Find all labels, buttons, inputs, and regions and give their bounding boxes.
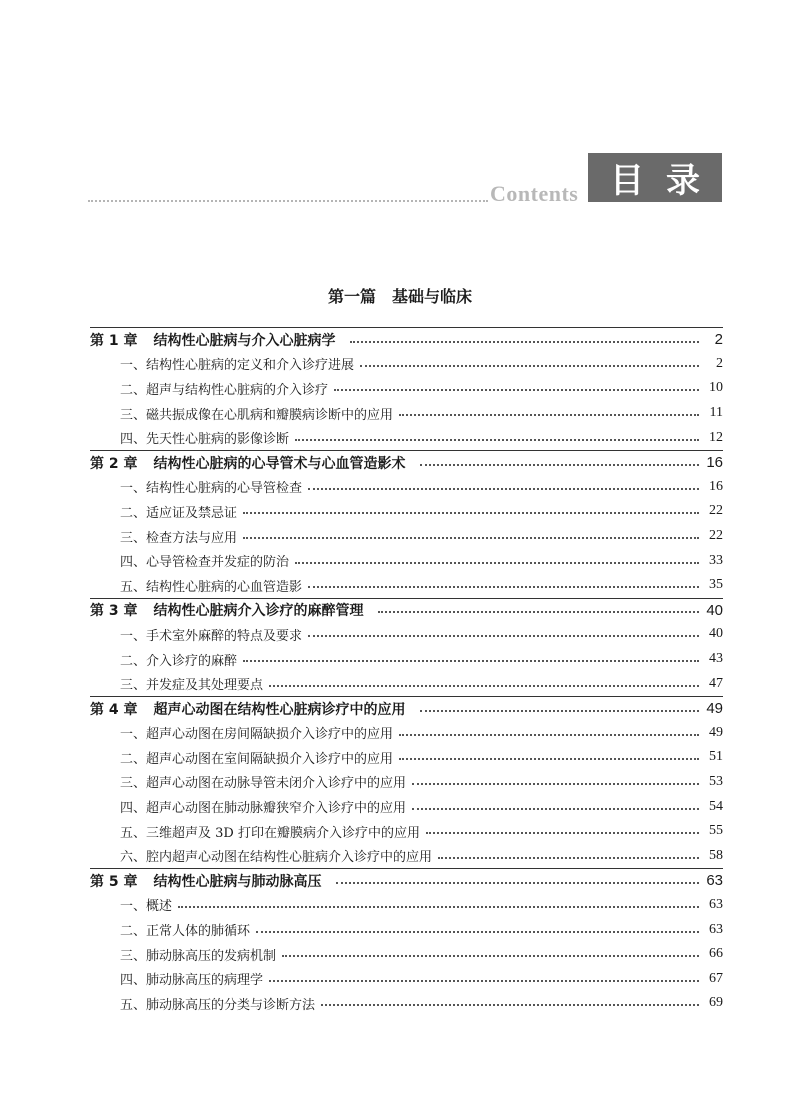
toc-section-entry[interactable] bbox=[90, 917, 723, 942]
toc-section-entry[interactable] bbox=[90, 819, 723, 844]
page-number: 49 bbox=[706, 700, 723, 718]
section-title: 三、肺动脉高压的发病机制 bbox=[120, 948, 277, 964]
page-number: 10 bbox=[709, 380, 723, 396]
page-number: 22 bbox=[709, 503, 723, 519]
dot-leader bbox=[334, 389, 699, 391]
contents-label: Contents bbox=[490, 181, 579, 206]
toc-section-entry[interactable] bbox=[90, 401, 723, 426]
section-title: 二、超声与结构性心脏病的介入诊疗 bbox=[120, 382, 329, 398]
page-number: 69 bbox=[709, 995, 723, 1011]
toc-chapter-entry[interactable] bbox=[90, 327, 723, 352]
dot-leader bbox=[178, 906, 699, 908]
section-title: 二、正常人体的肺循环 bbox=[120, 924, 251, 940]
chapter-title: 结构性心脏病介入诊疗的麻醉管理 bbox=[153, 603, 364, 620]
section-title: 三、超声心动图在动脉导管未闭介入诊疗中的应用 bbox=[120, 776, 407, 792]
dot-leader bbox=[399, 414, 699, 416]
section-title: 三、并发症及其处理要点 bbox=[120, 678, 264, 694]
dot-leader bbox=[282, 955, 699, 957]
toc-section-entry[interactable] bbox=[90, 843, 723, 868]
section-title: 一、超声心动图在房间隔缺损介入诊疗中的应用 bbox=[120, 727, 394, 743]
page-number: 53 bbox=[709, 773, 723, 789]
page-number: 63 bbox=[706, 872, 723, 890]
section-title: 五、三维超声及 3D 打印在瓣膜病介入诊疗中的应用 bbox=[120, 825, 420, 841]
table-of-contents bbox=[90, 327, 723, 1016]
page-number: 12 bbox=[709, 429, 723, 445]
section-title: 五、结构性心脏病的心血管造影 bbox=[120, 579, 303, 595]
page-number: 47 bbox=[709, 675, 723, 691]
section-title: 二、超声心动图在室间隔缺损介入诊疗中的应用 bbox=[120, 751, 394, 767]
dot-leader bbox=[426, 832, 699, 834]
toc-chapter-entry[interactable] bbox=[90, 868, 723, 893]
dot-leader bbox=[308, 488, 699, 490]
toc-section-entry[interactable] bbox=[90, 475, 723, 500]
page-title: 目录 bbox=[588, 153, 722, 202]
section-title: 四、超声心动图在肺动脉瓣狭窄介入诊疗中的应用 bbox=[120, 801, 407, 817]
part-title: 第一篇 基础与临床 bbox=[327, 287, 472, 306]
toc-section-entry[interactable] bbox=[90, 991, 723, 1016]
dot-leader bbox=[350, 341, 700, 343]
dot-leader bbox=[295, 562, 699, 564]
toc-chapter-entry[interactable] bbox=[90, 696, 723, 721]
toc-section-entry[interactable] bbox=[90, 893, 723, 918]
page-number: 2 bbox=[716, 355, 723, 371]
section-title: 三、检查方法与应用 bbox=[120, 530, 238, 546]
chapter-number: 第 2 章 bbox=[90, 455, 138, 472]
chapter-title: 结构性心脏病的心导管术与心血管造影术 bbox=[153, 455, 406, 472]
dot-leader bbox=[378, 611, 700, 613]
section-title: 三、磁共振成像在心肌病和瓣膜病诊断中的应用 bbox=[120, 407, 394, 423]
section-title: 一、概述 bbox=[120, 899, 173, 915]
chapter-block bbox=[90, 598, 723, 696]
toc-section-entry[interactable] bbox=[90, 721, 723, 746]
chapter-number: 第 3 章 bbox=[90, 603, 138, 620]
page-number: 54 bbox=[709, 798, 723, 814]
dot-leader bbox=[321, 1004, 699, 1006]
section-title: 五、肺动脉高压的分类与诊断方法 bbox=[120, 997, 316, 1013]
chapter-title: 结构性心脏病与肺动脉高压 bbox=[153, 873, 322, 890]
dot-leader bbox=[308, 586, 699, 588]
chapter-block bbox=[90, 696, 723, 868]
dot-leader bbox=[399, 758, 699, 760]
dot-leader bbox=[420, 464, 700, 466]
page-number: 63 bbox=[709, 921, 723, 937]
toc-section-entry[interactable] bbox=[90, 745, 723, 770]
chapter-number: 第 5 章 bbox=[90, 873, 138, 890]
dot-leader bbox=[336, 882, 700, 884]
toc-section-entry[interactable] bbox=[90, 352, 723, 377]
page-number: 40 bbox=[706, 601, 723, 619]
toc-section-entry[interactable] bbox=[90, 671, 723, 696]
dot-leader bbox=[420, 710, 700, 712]
chapter-number: 第 4 章 bbox=[90, 701, 138, 718]
chapter-block bbox=[90, 450, 723, 598]
section-title: 六、腔内超声心动图在结构性心脏病介入诊疗中的应用 bbox=[120, 850, 433, 866]
page-number: 51 bbox=[709, 749, 723, 765]
dot-leader bbox=[243, 537, 699, 539]
dot-leader bbox=[269, 685, 699, 687]
toc-section-entry[interactable] bbox=[90, 622, 723, 647]
dot-leader bbox=[243, 660, 699, 662]
dot-leader bbox=[438, 857, 699, 859]
page-number: 2 bbox=[714, 331, 723, 349]
page-number: 63 bbox=[709, 896, 723, 912]
page-number: 40 bbox=[709, 626, 723, 642]
toc-section-entry[interactable] bbox=[90, 573, 723, 598]
toc-section-entry[interactable] bbox=[90, 794, 723, 819]
chapter-number: 第 1 章 bbox=[90, 332, 138, 349]
page-number: 11 bbox=[709, 405, 723, 421]
section-title: 一、结构性心脏病的定义和介入诊疗进展 bbox=[120, 358, 355, 374]
section-title: 四、先天性心脏病的影像诊断 bbox=[120, 432, 290, 448]
section-title: 一、结构性心脏病的心导管检查 bbox=[120, 481, 303, 497]
chapter-block bbox=[90, 868, 723, 1016]
page-number: 35 bbox=[709, 577, 723, 593]
page-number: 55 bbox=[709, 823, 723, 839]
dot-leader bbox=[256, 931, 699, 933]
chapter-title: 超声心动图在结构性心脏病诊疗中的应用 bbox=[153, 701, 406, 718]
chapter-block bbox=[90, 327, 723, 450]
dot-leader bbox=[399, 734, 699, 736]
section-title: 四、肺动脉高压的病理学 bbox=[120, 973, 264, 989]
section-title: 二、介入诊疗的麻醉 bbox=[120, 653, 238, 669]
toc-chapter-entry[interactable] bbox=[90, 598, 723, 623]
toc-section-entry[interactable] bbox=[90, 376, 723, 401]
section-title: 四、心导管检查并发症的防治 bbox=[120, 555, 290, 571]
section-title: 一、手术室外麻醉的特点及要求 bbox=[120, 628, 303, 644]
dot-leader bbox=[412, 783, 699, 785]
page-number: 58 bbox=[709, 847, 723, 863]
section-title: 二、适应证及禁忌证 bbox=[120, 505, 238, 521]
page-number: 43 bbox=[709, 651, 723, 667]
toc-section-entry[interactable] bbox=[90, 524, 723, 549]
toc-section-entry[interactable] bbox=[90, 548, 723, 573]
dot-leader bbox=[360, 365, 699, 367]
dot-leader bbox=[269, 980, 699, 982]
page-number: 49 bbox=[709, 724, 723, 740]
header-dotted-rule bbox=[88, 200, 488, 202]
page-number: 16 bbox=[709, 478, 723, 494]
page-number: 16 bbox=[706, 454, 723, 472]
toc-section-entry[interactable] bbox=[90, 647, 723, 672]
toc-section-entry[interactable] bbox=[90, 966, 723, 991]
chapter-title: 结构性心脏病与介入心脏病学 bbox=[153, 332, 336, 349]
toc-chapter-entry[interactable] bbox=[90, 450, 723, 475]
dot-leader bbox=[308, 635, 699, 637]
toc-section-entry[interactable] bbox=[90, 499, 723, 524]
dot-leader bbox=[412, 808, 699, 810]
page-number: 22 bbox=[709, 528, 723, 544]
toc-section-entry[interactable] bbox=[90, 770, 723, 795]
toc-section-entry[interactable] bbox=[90, 425, 723, 450]
page-number: 66 bbox=[709, 946, 723, 962]
dot-leader bbox=[243, 512, 699, 514]
page-number: 67 bbox=[709, 970, 723, 986]
dot-leader bbox=[295, 439, 699, 441]
page-number: 33 bbox=[709, 552, 723, 568]
toc-section-entry[interactable] bbox=[90, 942, 723, 967]
